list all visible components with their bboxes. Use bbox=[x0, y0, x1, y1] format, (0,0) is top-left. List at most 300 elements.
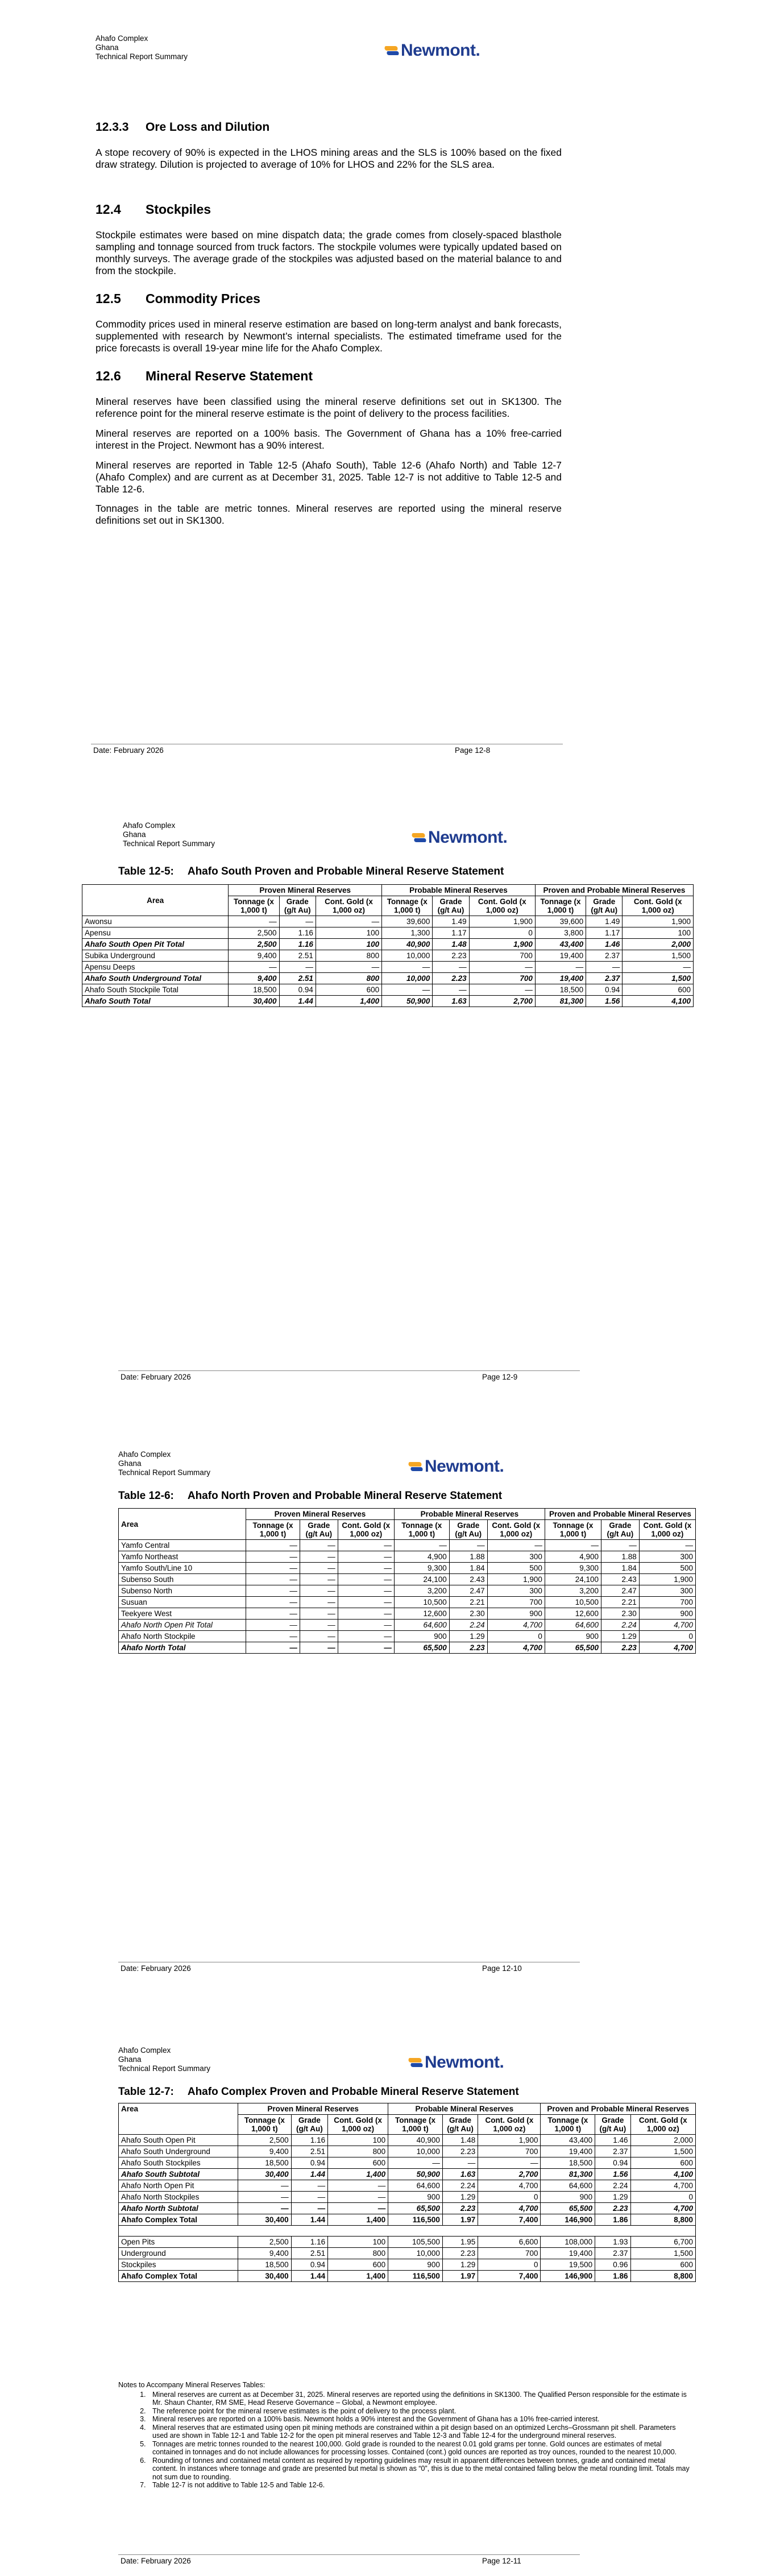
table-cell: — bbox=[469, 962, 535, 973]
table-cell: 1.17 bbox=[433, 927, 469, 939]
table-cell: 2.37 bbox=[586, 950, 623, 962]
table-row bbox=[119, 2259, 696, 2271]
table-cell: 500 bbox=[639, 1563, 695, 1574]
table-cell: 2.37 bbox=[586, 973, 623, 984]
table-cell: 1.16 bbox=[291, 2135, 327, 2146]
row-label: Apensu bbox=[82, 927, 229, 939]
table-row bbox=[119, 1608, 696, 1620]
table-cell: 800 bbox=[316, 950, 381, 962]
table-cell: 2.23 bbox=[601, 1642, 640, 1654]
footer-date: Date: February 2026 bbox=[121, 1373, 191, 1381]
table-cell: 300 bbox=[487, 1585, 545, 1597]
col-header-tonnage: Tonnage (x 1,000 t) bbox=[535, 896, 586, 916]
row-label: Ahafo North Subtotal bbox=[119, 2203, 238, 2214]
table-cell: 1.84 bbox=[449, 1563, 487, 1574]
table-cell: 700 bbox=[469, 973, 535, 984]
table-cell: 300 bbox=[487, 1551, 545, 1563]
col-header-grade: Grade (g/t Au) bbox=[601, 1520, 640, 1540]
table-cell: 2.24 bbox=[595, 2180, 630, 2192]
row-label: Open Pits bbox=[119, 2237, 238, 2248]
table-cell: 2,500 bbox=[238, 2237, 292, 2248]
logo-text: Newmont. bbox=[401, 41, 480, 60]
table-cell: — bbox=[246, 1620, 300, 1631]
table-row bbox=[119, 1540, 696, 1551]
table-cell: — bbox=[300, 1620, 338, 1631]
table-cell: 7,400 bbox=[478, 2271, 541, 2282]
table-cell: 4,700 bbox=[639, 1620, 695, 1631]
table-cell: — bbox=[246, 1585, 300, 1597]
col-header-tonnage: Tonnage (x 1,000 t) bbox=[541, 2115, 595, 2135]
table-row bbox=[82, 973, 694, 984]
table-row bbox=[119, 2146, 696, 2157]
table-cell: 1,500 bbox=[630, 2146, 695, 2157]
table-cell: 64,600 bbox=[394, 1620, 449, 1631]
header-report-type: Technical Report Summary bbox=[118, 1468, 211, 1477]
col-header-grade: Grade (g/t Au) bbox=[586, 896, 623, 916]
table-cell: 2.37 bbox=[595, 2248, 630, 2259]
header-country: Ghana bbox=[96, 43, 119, 52]
row-label: Subika Underground bbox=[82, 950, 229, 962]
note-item: 6. Rounding of tonnes and contained metal content as required by reporting guidelines may result in apparent differences between tonnes, grade and contained metal content. In instances where tonnage and grade are presented but metal is shown as “0”, this is due to the metal contained falling below the metal rounding limit. Totals may not sum due to rounding. bbox=[148, 2457, 692, 2482]
table-cell: 65,500 bbox=[388, 2203, 443, 2214]
row-label: Ahafo South Subtotal bbox=[119, 2169, 238, 2180]
table-cell: 18,500 bbox=[238, 2157, 292, 2169]
footer-page-number: Page 12-11 bbox=[482, 2557, 521, 2565]
table-cell: 600 bbox=[623, 984, 694, 996]
table-cell: 0 bbox=[487, 1631, 545, 1642]
col-header-tonnage: Tonnage (x 1,000 t) bbox=[545, 1520, 601, 1540]
header-project: Ahafo Complex bbox=[123, 821, 176, 830]
col-header-area: Area bbox=[119, 1509, 246, 1540]
table-cell: 19,400 bbox=[535, 973, 586, 984]
table-cell: 1.63 bbox=[442, 2169, 478, 2180]
table-cell: 100 bbox=[316, 939, 381, 950]
col-header-gold: Cont. Gold (x 1,000 oz) bbox=[328, 2115, 388, 2135]
section-heading: 12.3.3 Ore Loss and Dilution bbox=[96, 121, 270, 134]
table-cell: 4,700 bbox=[478, 2203, 541, 2214]
row-label: Subenso North bbox=[119, 1585, 246, 1597]
table-cell: 1,900 bbox=[639, 1574, 695, 1585]
footer-date: Date: February 2026 bbox=[93, 746, 164, 755]
table-cell: — bbox=[338, 1563, 394, 1574]
table-cell: 116,500 bbox=[388, 2271, 443, 2282]
table-row bbox=[119, 2203, 696, 2214]
table-cell: 1.29 bbox=[442, 2259, 478, 2271]
table-cell: 1.16 bbox=[279, 927, 316, 939]
table-cell: — bbox=[382, 962, 433, 973]
table-cell: 1.48 bbox=[442, 2135, 478, 2146]
table-cell: 40,900 bbox=[388, 2135, 443, 2146]
table-cell: 600 bbox=[328, 2157, 388, 2169]
table-cell: 2.23 bbox=[442, 2146, 478, 2157]
table-cell: 19,400 bbox=[541, 2146, 595, 2157]
reserve-table-12-5 bbox=[82, 884, 694, 1007]
reserve-table-12-7 bbox=[118, 2103, 696, 2282]
table-cell: — bbox=[338, 1631, 394, 1642]
table-cell: — bbox=[300, 1597, 338, 1608]
table-cell: 2.23 bbox=[442, 2248, 478, 2259]
table-cell: 600 bbox=[630, 2259, 695, 2271]
col-header-grade: Grade (g/t Au) bbox=[300, 1520, 338, 1540]
table-cell: 6,700 bbox=[630, 2237, 695, 2248]
col-header-tonnage: Tonnage (x 1,000 t) bbox=[238, 2115, 292, 2135]
table-cell: 2.23 bbox=[433, 950, 469, 962]
table-cell: 4,100 bbox=[630, 2169, 695, 2180]
table-cell: 81,300 bbox=[535, 996, 586, 1007]
table-row bbox=[82, 962, 694, 973]
col-header-grade: Grade (g/t Au) bbox=[449, 1520, 487, 1540]
row-label: Ahafo South Open Pit Total bbox=[82, 939, 229, 950]
table-cell: 2.51 bbox=[279, 950, 316, 962]
table-notes bbox=[118, 2381, 692, 2490]
row-label: Ahafo South Open Pit bbox=[119, 2135, 238, 2146]
table-cell: 300 bbox=[639, 1551, 695, 1563]
table-cell: 2,500 bbox=[229, 939, 279, 950]
table-cell: — bbox=[601, 1540, 640, 1551]
section-heading: 12.5 Commodity Prices bbox=[96, 291, 260, 306]
table-cell: 700 bbox=[639, 1597, 695, 1608]
table-cell: 0.94 bbox=[586, 984, 623, 996]
table-cell: 700 bbox=[478, 2248, 541, 2259]
header-country: Ghana bbox=[123, 830, 146, 839]
table-row bbox=[119, 2248, 696, 2259]
table-cell: 65,500 bbox=[545, 1642, 601, 1654]
table-cell: 2.24 bbox=[442, 2180, 478, 2192]
col-header-proven: Proven Mineral Reserves bbox=[229, 885, 382, 896]
table-cell: — bbox=[238, 2203, 292, 2214]
table-row bbox=[82, 996, 694, 1007]
table-row bbox=[119, 2157, 696, 2169]
table-cell: 146,900 bbox=[541, 2214, 595, 2226]
page-12-9 bbox=[0, 785, 776, 1410]
table-cell: 30,400 bbox=[238, 2271, 292, 2282]
table-cell: 2.21 bbox=[449, 1597, 487, 1608]
table-row bbox=[119, 1563, 696, 1574]
table-cell: 50,900 bbox=[382, 996, 433, 1007]
table-cell: 30,400 bbox=[238, 2169, 292, 2180]
table-cell: 1.84 bbox=[601, 1563, 640, 1574]
table-cell: 19,500 bbox=[541, 2259, 595, 2271]
table-cell: — bbox=[442, 2157, 478, 2169]
table-cell: 1,900 bbox=[469, 916, 535, 927]
table-cell: — bbox=[545, 1540, 601, 1551]
table-cell: — bbox=[246, 1574, 300, 1585]
table-cell: 600 bbox=[316, 984, 381, 996]
page-footer bbox=[118, 2554, 580, 2565]
paragraph: Mineral reserves are reported in Table 12-5 (Ahafo South), Table 12-6 (Ahafo North) and Table 12-7 (Ahafo Complex) and are current as at December 31, 2025. Table 12-7 is not additive to Table 12-5 and Table 12-6. bbox=[96, 459, 562, 495]
header-report-type: Technical Report Summary bbox=[123, 839, 215, 848]
col-header-grade: Grade (g/t Au) bbox=[442, 2115, 478, 2135]
notes-heading: Notes to Accompany Mineral Reserves Tables: bbox=[118, 2381, 265, 2389]
table-cell: 2,000 bbox=[630, 2135, 695, 2146]
table-cell: 12,600 bbox=[545, 1608, 601, 1620]
table-caption: Table 12-7: Ahafo Complex Proven and Probable Mineral Reserve Statement bbox=[118, 2086, 519, 2098]
page-footer bbox=[118, 1370, 580, 1381]
row-label: Apensu Deeps bbox=[82, 962, 229, 973]
note-item: 1. Mineral reserves are current as at December 31, 2025. Mineral reserves are reported using the definitions in SK1300. The Qualified Person responsible for the estimate is Mr. Shaun Chanter, RM SME, Head Reserve Governance – Global, a Newmont employee. bbox=[148, 2391, 692, 2407]
table-cell: 100 bbox=[316, 927, 381, 939]
table-cell: 0 bbox=[630, 2192, 695, 2203]
table-cell: 900 bbox=[639, 1608, 695, 1620]
logo-text: Newmont. bbox=[425, 1457, 504, 1476]
table-cell: — bbox=[300, 1540, 338, 1551]
table-cell: 1.49 bbox=[433, 916, 469, 927]
table-cell: 18,500 bbox=[535, 984, 586, 996]
table-cell: 600 bbox=[328, 2259, 388, 2271]
table-cell: — bbox=[246, 1642, 300, 1654]
table-cell: 8,800 bbox=[630, 2214, 695, 2226]
col-header-grade: Grade (g/t Au) bbox=[291, 2115, 327, 2135]
row-label: Subenso South bbox=[119, 1574, 246, 1585]
table-cell: 1.16 bbox=[291, 2237, 327, 2248]
page-footer bbox=[118, 1962, 580, 1973]
page-12-11 bbox=[0, 2041, 776, 2576]
header-project: Ahafo Complex bbox=[118, 2046, 171, 2055]
table-cell: 4,700 bbox=[630, 2203, 695, 2214]
table-cell: 24,100 bbox=[545, 1574, 601, 1585]
row-label: Ahafo South Stockpiles bbox=[119, 2157, 238, 2169]
col-header-proven: Proven Mineral Reserves bbox=[246, 1509, 395, 1520]
table-cell: 100 bbox=[328, 2135, 388, 2146]
notes-list bbox=[118, 2391, 692, 2490]
table-cell: 4,700 bbox=[639, 1642, 695, 1654]
row-label: Ahafo North Open Pit bbox=[119, 2180, 238, 2192]
table-cell: 1.56 bbox=[586, 996, 623, 1007]
table-cell: 24,100 bbox=[394, 1574, 449, 1585]
table-cell: 146,900 bbox=[541, 2271, 595, 2282]
logo-text: Newmont. bbox=[428, 828, 508, 847]
table-cell: 9,400 bbox=[238, 2248, 292, 2259]
table-cell: 19,400 bbox=[541, 2248, 595, 2259]
table-cell: 1,900 bbox=[478, 2135, 541, 2146]
table-cell: 900 bbox=[545, 1631, 601, 1642]
report-header bbox=[118, 1450, 210, 1477]
table-cell: 1.97 bbox=[442, 2214, 478, 2226]
paragraph: Commodity prices used in mineral reserve estimation are based on long-term analyst and bank forecasts, supplemented with research by Newmont’s internal specialists. The estimated timeframe used for the price forecasts is overall 19-year mine life for the Ahafo Complex. bbox=[96, 318, 562, 354]
table-cell: — bbox=[394, 1540, 449, 1551]
col-header-tonnage: Tonnage (x 1,000 t) bbox=[246, 1520, 300, 1540]
table-cell: 1.93 bbox=[595, 2237, 630, 2248]
row-label: Ahafo South Underground Total bbox=[82, 973, 229, 984]
table-cell: 1.95 bbox=[442, 2237, 478, 2248]
header-country: Ghana bbox=[118, 2055, 142, 2064]
table-cell: 4,900 bbox=[545, 1551, 601, 1563]
table-cell: 600 bbox=[630, 2157, 695, 2169]
table-cell: 2,000 bbox=[623, 939, 694, 950]
col-header-probable: Probable Mineral Reserves bbox=[394, 1509, 545, 1520]
paragraph: Stockpile estimates were based on mine dispatch data; the grade comes from closely-spaced blasthole sampling and tonnage sourced from truck factors. The stockpile volumes were typically updated based on monthly surveys. The average grade of the stockpiles was adjusted based on the material balance to and from the stockpile. bbox=[96, 229, 562, 276]
newmont-swoosh-icon bbox=[384, 45, 399, 56]
header-project: Ahafo Complex bbox=[96, 34, 148, 43]
table-cell: 10,000 bbox=[382, 973, 433, 984]
table-cell: — bbox=[382, 984, 433, 996]
table-cell: 1.46 bbox=[586, 939, 623, 950]
table-cell: 2,500 bbox=[238, 2135, 292, 2146]
header-report-type: Technical Report Summary bbox=[118, 2064, 211, 2073]
table-cell: 1.86 bbox=[595, 2214, 630, 2226]
col-header-gold: Cont. Gold (x 1,000 oz) bbox=[623, 896, 694, 916]
table-cell: — bbox=[291, 2192, 327, 2203]
col-header-tonnage: Tonnage (x 1,000 t) bbox=[229, 896, 279, 916]
table-row bbox=[119, 1585, 696, 1597]
footer-page-number: Page 12-10 bbox=[482, 1964, 522, 1973]
note-item: 4. Mineral reserves that are estimated using open pit mining methods are constrained within a pit design based on an optimized Lerchs–Grossmann pit shell. Parameters used are shown in Table 12-1 and Table 12-2 for the open pit mineral reserves and Table 12-3 and Table 12-4 for the underground mineral reserves. bbox=[148, 2424, 692, 2440]
table-cell: 10,000 bbox=[388, 2146, 443, 2157]
table-cell: 7,400 bbox=[478, 2214, 541, 2226]
table-cell: 2.21 bbox=[601, 1597, 640, 1608]
table-cell: 2.47 bbox=[601, 1585, 640, 1597]
table-cell: — bbox=[478, 2157, 541, 2169]
table-cell: 1.88 bbox=[449, 1551, 487, 1563]
table-cell: 900 bbox=[388, 2259, 443, 2271]
table-cell: 300 bbox=[639, 1585, 695, 1597]
table-cell: — bbox=[338, 1642, 394, 1654]
table-row bbox=[82, 984, 694, 996]
table-cell: 1,900 bbox=[487, 1574, 545, 1585]
table-cell: 18,500 bbox=[238, 2259, 292, 2271]
table-cell: 1,300 bbox=[382, 927, 433, 939]
newmont-swoosh-icon bbox=[412, 832, 426, 843]
table-cell: 3,800 bbox=[535, 927, 586, 939]
table-cell: 2.47 bbox=[449, 1585, 487, 1597]
table-cell: 1,400 bbox=[316, 996, 381, 1007]
table-cell: 1,900 bbox=[623, 916, 694, 927]
table-cell: 700 bbox=[487, 1597, 545, 1608]
table-cell: — bbox=[229, 962, 279, 973]
table-cell: 18,500 bbox=[229, 984, 279, 996]
table-cell: 0 bbox=[478, 2259, 541, 2271]
table-cell: — bbox=[229, 916, 279, 927]
table-cell: 30,400 bbox=[238, 2214, 292, 2226]
table-cell: 6,600 bbox=[478, 2237, 541, 2248]
table-cell: 2,700 bbox=[478, 2169, 541, 2180]
table-cell: — bbox=[300, 1585, 338, 1597]
table-cell: — bbox=[487, 1540, 545, 1551]
col-header-gold: Cont. Gold (x 1,000 oz) bbox=[630, 2115, 695, 2135]
header-project: Ahafo Complex bbox=[118, 1450, 171, 1459]
newmont-logo bbox=[408, 2053, 504, 2072]
table-cell: — bbox=[328, 2192, 388, 2203]
table-cell: — bbox=[586, 962, 623, 973]
table-row bbox=[119, 2214, 696, 2226]
row-label: Ahafo South Stockpile Total bbox=[82, 984, 229, 996]
table-cell: — bbox=[246, 1631, 300, 1642]
table-row bbox=[119, 2169, 696, 2180]
table-cell: — bbox=[338, 1608, 394, 1620]
table-cell: — bbox=[246, 1563, 300, 1574]
table-cell: 19,400 bbox=[535, 950, 586, 962]
col-header-gold: Cont. Gold (x 1,000 oz) bbox=[487, 1520, 545, 1540]
paragraph: A stope recovery of 90% is expected in the LHOS mining areas and the SLS is 100% based on the fixed draw strategy. Dilution is projected to average of 10% for LHOS and 22% for the SLS area. bbox=[96, 147, 562, 170]
table-row bbox=[82, 950, 694, 962]
table-cell: 43,400 bbox=[535, 939, 586, 950]
col-header-gold: Cont. Gold (x 1,000 oz) bbox=[639, 1520, 695, 1540]
table-spacer bbox=[119, 2226, 696, 2237]
table-cell: 2.23 bbox=[595, 2203, 630, 2214]
table-cell: 2.30 bbox=[449, 1608, 487, 1620]
table-row bbox=[119, 1551, 696, 1563]
col-header-proven-probable: Proven and Probable Mineral Reserves bbox=[545, 1509, 695, 1520]
table-cell: 0.96 bbox=[595, 2259, 630, 2271]
col-header-gold: Cont. Gold (x 1,000 oz) bbox=[478, 2115, 541, 2135]
table-row bbox=[119, 2192, 696, 2203]
col-header-grade: Grade (g/t Au) bbox=[279, 896, 316, 916]
reserve-table-12-6 bbox=[118, 1508, 696, 1654]
table-cell: — bbox=[338, 1551, 394, 1563]
table-cell: — bbox=[300, 1642, 338, 1654]
row-label: Ahafo Complex Total bbox=[119, 2271, 238, 2282]
table-cell: — bbox=[246, 1608, 300, 1620]
table-cell: 800 bbox=[328, 2248, 388, 2259]
table-cell: 65,500 bbox=[394, 1642, 449, 1654]
table-cell: 18,500 bbox=[541, 2157, 595, 2169]
row-label: Underground bbox=[119, 2248, 238, 2259]
table-cell: — bbox=[639, 1540, 695, 1551]
table-cell: 2.23 bbox=[442, 2203, 478, 2214]
table-cell: 100 bbox=[623, 927, 694, 939]
table-cell: — bbox=[535, 962, 586, 973]
table-cell: 65,500 bbox=[541, 2203, 595, 2214]
table-cell: 9,400 bbox=[229, 973, 279, 984]
table-cell: 2.30 bbox=[601, 1608, 640, 1620]
table-cell: 1.29 bbox=[595, 2192, 630, 2203]
table-cell: 105,500 bbox=[388, 2237, 443, 2248]
table-cell: 0.94 bbox=[291, 2157, 327, 2169]
table-cell: 10,000 bbox=[388, 2248, 443, 2259]
col-header-gold: Cont. Gold (x 1,000 oz) bbox=[469, 896, 535, 916]
report-header bbox=[118, 2046, 210, 2073]
table-cell: 0.94 bbox=[595, 2157, 630, 2169]
table-cell: 1.17 bbox=[586, 927, 623, 939]
paragraph: Tonnages in the table are metric tonnes. Mineral reserves are reported using the mineral reserve definitions set out in SK1300. bbox=[96, 503, 562, 526]
table-cell: — bbox=[291, 2203, 327, 2214]
table-cell: — bbox=[246, 1540, 300, 1551]
table-cell: — bbox=[316, 916, 381, 927]
table-cell: — bbox=[246, 1597, 300, 1608]
table-cell: 1,500 bbox=[623, 973, 694, 984]
table-cell: 64,600 bbox=[388, 2180, 443, 2192]
table-cell: 4,700 bbox=[487, 1620, 545, 1631]
row-label: Yamfo Northeast bbox=[119, 1551, 246, 1563]
table-cell: — bbox=[279, 916, 316, 927]
table-cell: — bbox=[338, 1620, 394, 1631]
table-cell: 900 bbox=[394, 1631, 449, 1642]
table-cell: — bbox=[449, 1540, 487, 1551]
table-cell: 10,500 bbox=[545, 1597, 601, 1608]
table-cell: 1,400 bbox=[328, 2214, 388, 2226]
table-row bbox=[119, 2271, 696, 2282]
col-header-gold: Cont. Gold (x 1,000 oz) bbox=[338, 1520, 394, 1540]
table-cell: — bbox=[300, 1631, 338, 1642]
col-header-area: Area bbox=[119, 2103, 238, 2135]
table-cell: 4,700 bbox=[630, 2180, 695, 2192]
table-cell: — bbox=[338, 1585, 394, 1597]
table-cell: 4,100 bbox=[623, 996, 694, 1007]
table-cell: — bbox=[433, 962, 469, 973]
row-label: Ahafo South Total bbox=[82, 996, 229, 1007]
table-cell: 1.29 bbox=[449, 1631, 487, 1642]
footer-page-number: Page 12-9 bbox=[482, 1373, 518, 1381]
col-header-proven-probable: Proven and Probable Mineral Reserves bbox=[541, 2103, 696, 2115]
table-cell: — bbox=[246, 1551, 300, 1563]
table-cell: 0.94 bbox=[279, 984, 316, 996]
row-label: Yamfo South/Line 10 bbox=[119, 1563, 246, 1574]
table-cell: 1,900 bbox=[469, 939, 535, 950]
table-cell: 9,300 bbox=[545, 1563, 601, 1574]
table-cell: 1.63 bbox=[433, 996, 469, 1007]
table-cell: 1.97 bbox=[442, 2271, 478, 2282]
table-row bbox=[119, 1631, 696, 1642]
